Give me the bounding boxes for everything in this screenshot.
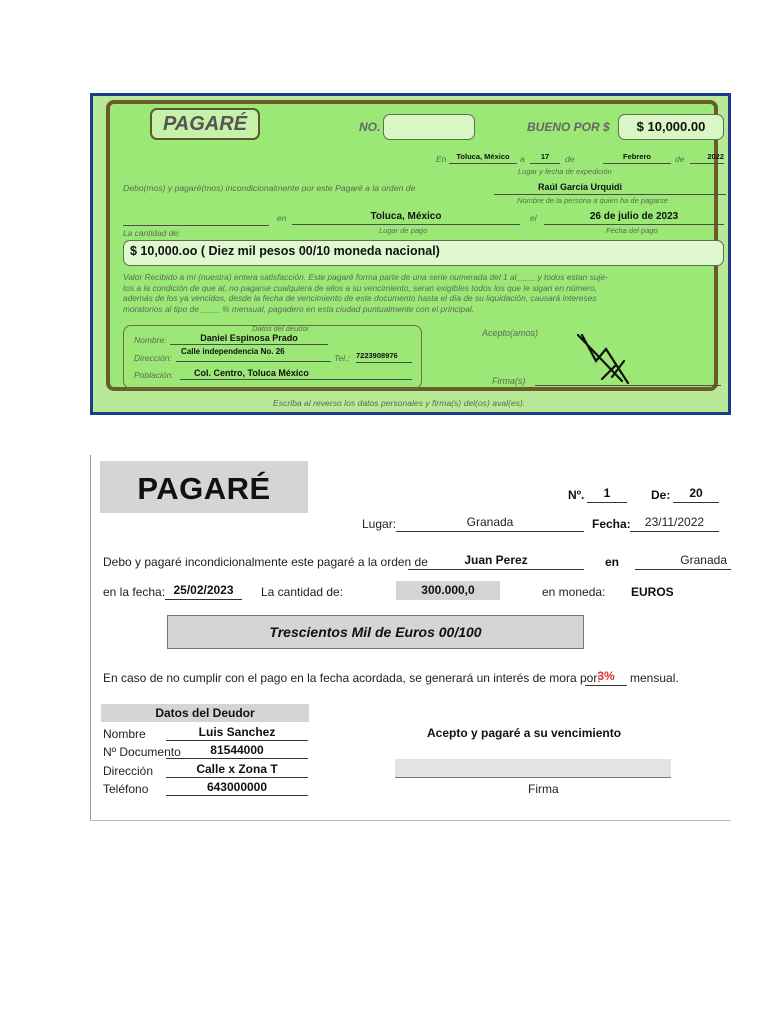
green-title-box [150, 108, 260, 140]
white-interest-text: En caso de no cumplir con el pago en la fecha acordada, se generará un interés de mora por: [103, 671, 601, 685]
white-en-field[interactable] [635, 553, 731, 570]
white-cantidad-field[interactable] [396, 581, 500, 600]
green-amount-words-box [123, 240, 724, 266]
green-debtor-caption: Datos del deudor [252, 324, 310, 333]
white-lugar-field[interactable] [396, 515, 584, 532]
white-title: PAGARÉ [137, 471, 271, 506]
green-debtor-box [123, 325, 422, 389]
white-debtor-value: 81544000 [210, 743, 264, 757]
white-fecha-field[interactable] [630, 515, 719, 532]
green-poblacion-label: Población: [134, 370, 174, 380]
white-de-value: 20 [689, 486, 703, 500]
white-en-fecha-field[interactable] [165, 583, 242, 600]
green-order-text: Debo(mos) y pagaré(mos) incondicionalmente por este Pagaré a la orden de [123, 183, 416, 193]
green-de-label-2: de [675, 154, 685, 164]
green-bueno-por-label: BUENO POR $ [527, 120, 610, 134]
green-note-frame [106, 100, 724, 391]
white-no-field[interactable] [587, 486, 627, 503]
green-amount-words: $ 10,000.oo ( Diez mil pesos 00/10 moneda nacional) [130, 244, 440, 258]
green-year: 2022 [707, 152, 724, 161]
green-direccion-value: Calle independencia No. 26 [181, 347, 285, 356]
green-legal-line: Valor Recibido a mí (nuestra) entera satisfacción. Este pagaré forma parte de una serie numerada del 1 al____ y todos estan suje- [123, 272, 608, 282]
green-month-line [603, 152, 671, 164]
green-amount-value: $ 10,000.00 [636, 119, 706, 134]
white-interest-value: 3% [597, 669, 615, 683]
green-city-date: Toluca, México [456, 152, 510, 161]
green-no-field[interactable] [383, 114, 475, 140]
green-payee: Raúl García Urquidi [537, 182, 623, 192]
white-de-label: De: [651, 488, 671, 502]
green-de-label-1: de [565, 154, 575, 164]
white-signature-field[interactable] [395, 759, 671, 778]
white-acepto-label: Acepto y pagaré a su vencimiento [427, 726, 622, 740]
white-cantidad-value: 300.000,0 [421, 583, 475, 597]
white-amount-words: Trescientos Mil de Euros 00/100 [269, 624, 482, 640]
green-acepto-label: Acepto(amos) [482, 328, 539, 338]
green-nombre-label: Nombre: [134, 335, 167, 345]
green-no-label: NO. [359, 120, 381, 134]
green-payee-caption: Nombre de la persona a quien ha de pagarse [517, 196, 668, 205]
green-poblacion-line [180, 368, 412, 380]
white-no-label: Nº. [568, 488, 585, 502]
green-tel-label: Tel.: [334, 353, 350, 363]
green-blank-line [123, 213, 269, 226]
white-debtor-value-field[interactable] [166, 743, 308, 759]
green-tel-value: 7223908976 [356, 351, 398, 360]
green-poblacion-value: Col. Centro, Toluca México [194, 368, 309, 378]
green-pay-place: Toluca, México [370, 211, 442, 222]
green-legal-line: además de los ya vencidos, desde la fecha de vencimiento de este documento hasta el día de su liquidación, causará intereses [123, 293, 597, 303]
white-interest-suffix: mensual. [630, 671, 679, 685]
green-direccion-line [176, 347, 331, 362]
green-legal-text [123, 272, 715, 314]
green-a-label: a [520, 154, 525, 164]
white-order-text: Debo y pagaré incondicionalmente este pagaré a la orden de [103, 555, 428, 569]
green-day: 17 [540, 152, 550, 161]
green-pay-date: 26 de julio de 2023 [589, 211, 679, 222]
green-el-label: el [530, 213, 537, 223]
green-pay-date-caption: Fecha del pago [606, 226, 658, 235]
green-promissory-note [90, 93, 731, 415]
white-interest-field[interactable] [585, 669, 627, 686]
white-debtor-value-field[interactable] [166, 725, 308, 741]
white-payee: Juan Perez [464, 553, 528, 567]
white-de-field[interactable] [673, 486, 719, 503]
white-en-fecha-value: 25/02/2023 [173, 583, 234, 597]
white-firma-label: Firma [528, 782, 559, 796]
white-moneda-label: en moneda: [542, 585, 606, 599]
green-title: PAGARÉ [162, 113, 248, 135]
green-footer-note: Escriba al reverso los datos personales y firma(s) del(os) aval(es). [273, 398, 526, 408]
green-legal-line: moratorios al tipo de ____ % mensual, pagadero en esta ciudad puntualmente con el principal. [123, 303, 475, 314]
white-debtor-label: Nº Documento [103, 745, 181, 759]
green-day-line [530, 152, 560, 164]
white-amount-words-box [167, 615, 584, 649]
white-debtor-header: Datos del Deudor [101, 704, 309, 722]
green-direccion-label: Dirección: [134, 353, 172, 363]
green-payee-line [494, 182, 726, 195]
green-month: Febrero [623, 152, 651, 161]
green-en-label: En [436, 154, 447, 164]
white-cantidad-label: La cantidad de: [261, 585, 344, 599]
green-amount-field[interactable] [618, 114, 724, 140]
green-cantidad-label: La cantidad de: [123, 228, 181, 238]
green-pay-date-line [544, 211, 724, 225]
green-en-label-2: en [277, 213, 287, 223]
white-promissory-note [90, 455, 731, 821]
green-pay-place-line [292, 211, 520, 225]
white-fecha-label: Fecha: [592, 517, 631, 531]
white-debtor-value: Luis Sanchez [198, 725, 276, 739]
white-debtor-value: Calle x Zona T [196, 762, 278, 776]
green-nombre-value: Daniel Espinosa Prado [200, 333, 298, 343]
green-year-line [690, 152, 724, 164]
white-debtor-label: Dirección [103, 764, 154, 778]
white-lugar-value: Granada [466, 515, 514, 529]
white-no-value: 1 [603, 486, 611, 500]
white-en-value: Granada [680, 553, 727, 567]
white-debtor-value: 643000000 [206, 780, 268, 794]
white-title-box [100, 461, 308, 513]
white-fecha-value: 23/11/2022 [644, 515, 705, 529]
white-debtor-value-field[interactable] [166, 762, 308, 778]
green-tel-line [356, 351, 412, 363]
white-debtor-label: Nombre [103, 727, 146, 741]
white-lugar-label: Lugar: [362, 517, 397, 531]
green-firma-label: Firma(s) [492, 376, 526, 386]
white-en-fecha-label: en la fecha: [103, 585, 166, 599]
green-legal-line: tos a la condición de que al, no pagarse cualquiera de ellos a su vencimiento, seran exigibles todos los que le sigan en número, [123, 282, 597, 293]
green-place-date-caption: Lugar y fecha de expedición [518, 167, 612, 176]
green-pay-place-caption: Lugar de pago [379, 226, 428, 235]
green-city-date-line [449, 152, 517, 164]
green-firma-line [535, 374, 721, 386]
white-moneda-value: EUROS [631, 585, 674, 599]
white-debtor-label: Teléfono [103, 782, 149, 796]
white-payee-field[interactable] [408, 553, 584, 570]
white-debtor-value-field[interactable] [166, 780, 308, 796]
green-nombre-line [170, 333, 328, 345]
white-en-label: en [605, 555, 620, 569]
